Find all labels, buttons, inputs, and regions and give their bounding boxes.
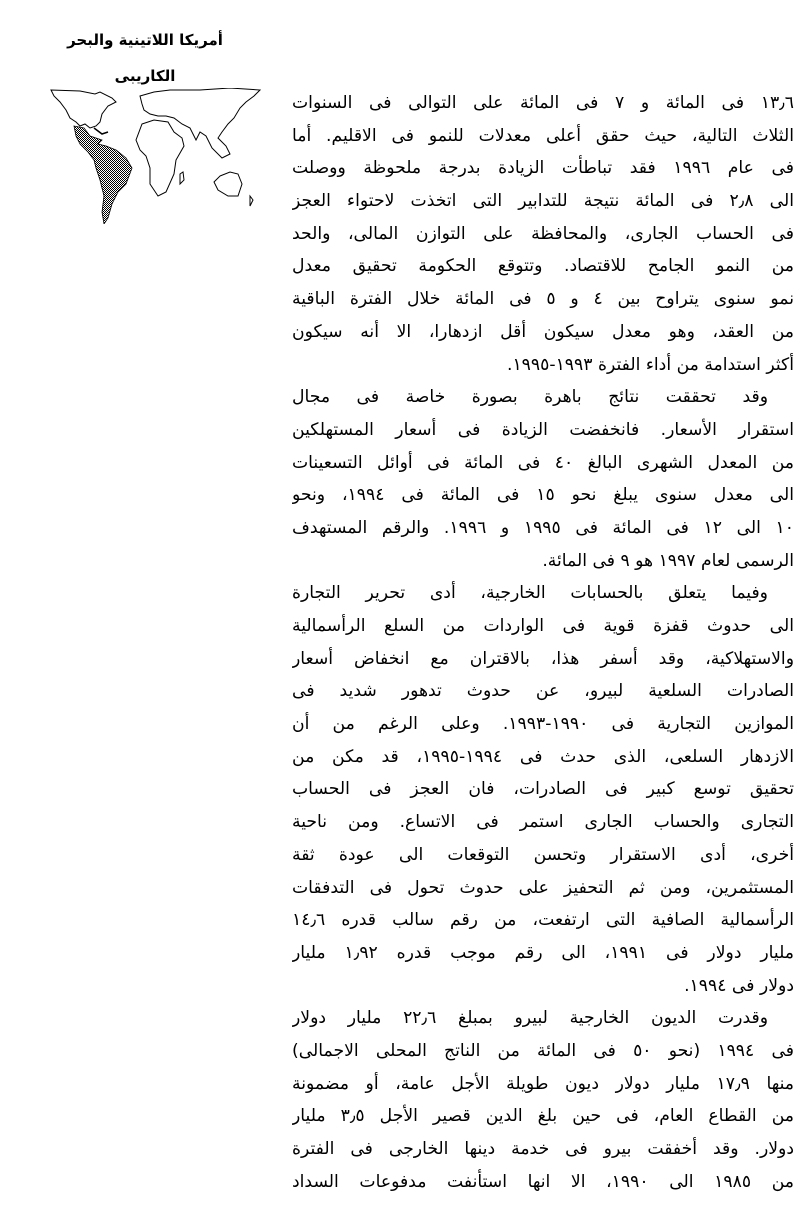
region-title-line-1: أمريكا اللاتينية والبحر — [67, 31, 223, 49]
article-line: الازدهار السلعى، الذى حدث فى ١٩٩٤-١٩٩٥، قد مكن من — [292, 746, 794, 767]
north-america-shape — [51, 90, 116, 128]
new-zealand-shape — [250, 196, 253, 206]
article-line: والاستهلاكية، وقد أسفر هذا، بالاقتران مع انخفاض أسعار — [292, 648, 794, 669]
region-sidebar — [0, 0, 280, 230]
world-map-icon — [50, 88, 264, 224]
article-line: من القطاع العام، فى حين بلغ الدين قصير الأجل ٣٫٥ مليار — [292, 1106, 794, 1127]
article-line: وقدرت الديون الخارجية لبيرو بمبلغ ٢٢٫٦ مليار دولار — [292, 1008, 768, 1029]
article-line: من العقد، وهو معدل سيكون أقل ازدهارا، الا أنه سيكون — [292, 321, 794, 342]
article-line: أكثر استدامة من أداء الفترة ١٩٩٣-١٩٩٥. — [506, 354, 794, 375]
eurasia-shape — [140, 88, 260, 158]
article-line: الى حدوث قفزة قوية فى الواردات من السلع الرأسمالية — [292, 616, 794, 636]
article-line: دولار فى ١٩٩٤. — [684, 975, 794, 996]
article-line: من النمو الجامح للاقتصاد. وتتوقع الحكومة تحقيق معدل — [292, 256, 794, 277]
article-body — [292, 87, 794, 1198]
article-line: فى الحساب الجارى، والمحافظة على التوازن المالى، والحد — [292, 223, 794, 244]
australia-shape — [214, 172, 242, 196]
region-title-line-2: الكاريبى — [114, 67, 176, 85]
article-line: فى ١٩٩٤ (نحو ٥٠ فى المائة من الناتج المحلى الاجمالى) — [292, 1040, 794, 1061]
article-line: دولار. وقد أخفقت بيرو فى خدمة دينها الخارجى فى الفترة — [292, 1139, 794, 1159]
article-line: الثلاث التالية، حيث حقق أعلى معدلات للنمو فى الاقليم. أما — [292, 125, 794, 146]
caribbean-shape — [94, 128, 108, 134]
article-line: الموازين التجارية فى ١٩٩٠-١٩٩٣. وعلى الرغم من أن — [292, 714, 794, 735]
article-line: نمو سنوى يتراوح بين ٤ و ٥ فى المائة خلال الفترة الباقية — [292, 289, 794, 310]
article-line: من ١٩٨٥ الى ١٩٩٠، الا انها استأنفت مدفوعات السداد — [292, 1171, 794, 1192]
africa-shape — [136, 120, 184, 196]
article-line: التجارى والحساب الجارى استمر فى الاتساع. ومن ناحية — [292, 812, 794, 833]
article-line: من المعدل الشهرى البالغ ٤٠ فى المائة فى أوائل التسعينات — [292, 452, 794, 473]
article-line: فى عام ١٩٩٦ فقد تباطأت الزيادة بدرجة ملحوظة ووصلت — [292, 158, 794, 179]
article-line: وقد تحققت نتائج باهرة بصورة خاصة فى مجال — [292, 387, 768, 408]
article-line: الصادرات السلعية لبيرو، عن حدوث تدهور شديد فى — [292, 681, 794, 702]
latin-america-highlight — [74, 126, 132, 224]
article-line: أخرى، أدى الاستقرار وتحسن التوقعات الى عودة ثقة — [292, 844, 794, 865]
article-line: وفيما يتعلق بالحسابات الخارجية، أدى تحرير التجارة — [292, 583, 768, 604]
article-line: الى ٢٫٨ فى المائة نتيجة للتدابير التى اتخذت لاحتواء العجز — [292, 191, 794, 212]
article-line: استقرار الأسعار. فانخفضت الزيادة فى أسعار المستهلكين — [292, 419, 794, 440]
article-line: مليار دولار فى ١٩٩١، الى رقم موجب قدره ١٫٩٢ مليار — [292, 942, 794, 963]
article-line: ١٣٫٦ فى المائة و ٧ فى المائة على التوالى فى السنوات — [292, 93, 794, 113]
article-line: تحقيق توسع كبير فى الصادرات، فان العجز فى الحساب — [292, 779, 794, 800]
article-line: ١٠ الى ١٢ فى المائة فى ١٩٩٥ و ١٩٩٦. والرقم المستهدف — [292, 517, 794, 538]
article-line: المستثمرين، ومن ثم التحفيز على حدوث تحول فى التدفقات — [292, 877, 794, 898]
article-line: منها ١٧٫٩ مليار دولار ديون طويلة الأجل عامة، أو مضمونة — [292, 1073, 794, 1094]
region-title — [30, 22, 260, 94]
article-line: الى معدل سنوى يبلغ نحو ١٥ فى المائة فى ١٩٩٤، ونحو — [292, 485, 794, 506]
article-line: الرسمى لعام ١٩٩٧ هو ٩ فى المائة. — [542, 550, 794, 571]
article-line: الرأسمالية الصافية التى ارتفعت، من رقم سالب قدره ١٤٫٦ — [292, 910, 794, 931]
madagascar-shape — [180, 172, 184, 184]
